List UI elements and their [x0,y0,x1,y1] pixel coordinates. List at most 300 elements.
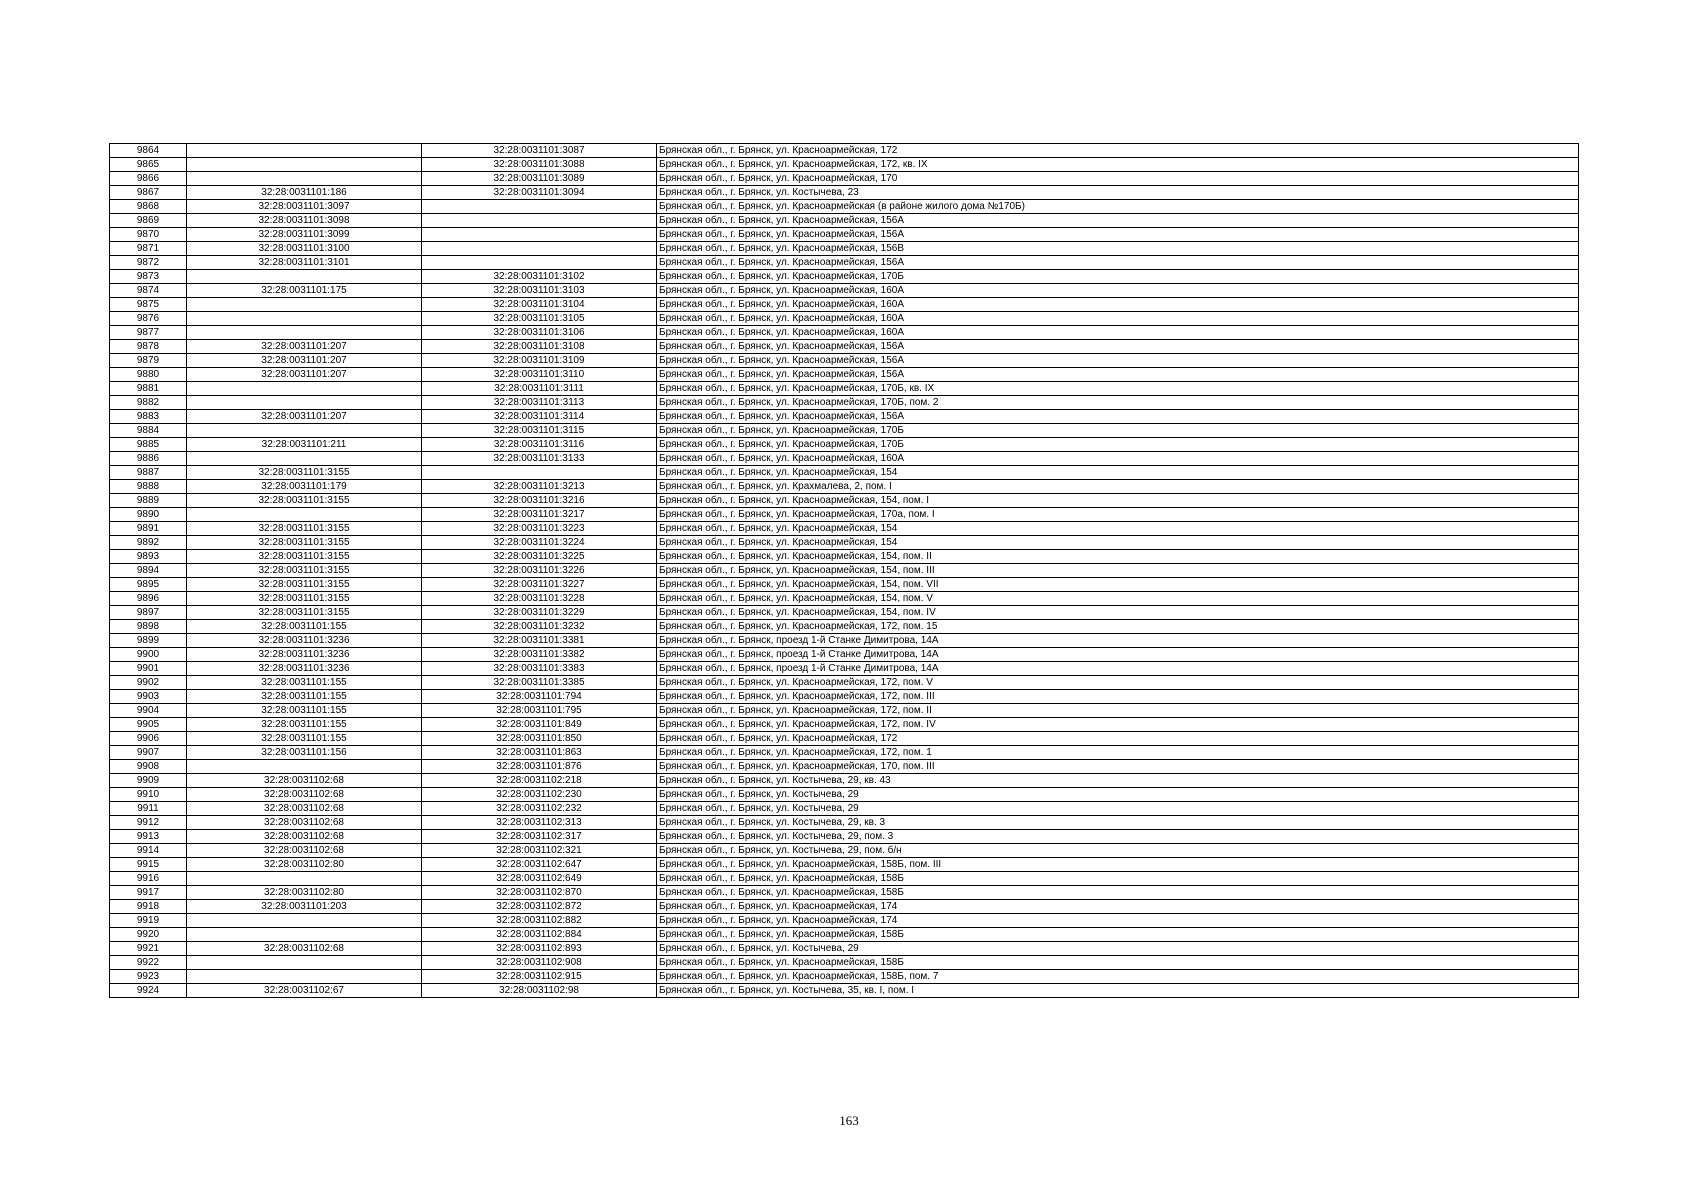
address-cell: Брянская обл., г. Брянск, ул. Красноармейская, 170 [657,172,1579,186]
address-cell: Брянская обл., г. Брянск, ул. Красноармейская, 156А [657,368,1579,382]
address-cell: Брянская обл., г. Брянск, ул. Красноармейская, 156А [657,214,1579,228]
address-cell: Брянская обл., г. Брянск, ул. Красноармейская (в районе жилого дома №170Б) [657,200,1579,214]
table-row [110,550,1579,564]
table-row [110,424,1579,438]
land-parcel-number-cell: 32:28:0031101:3155 [187,592,422,606]
row-number-cell: 9877 [110,326,187,340]
cadastral-number-cell: 32:28:0031101:3213 [422,480,657,494]
row-number-cell: 9899 [110,634,187,648]
cadastral-number-cell [422,466,657,480]
table-row [110,536,1579,550]
land-parcel-number-cell: 32:28:0031102:68 [187,942,422,956]
table-row [110,914,1579,928]
land-parcel-number-cell: 32:28:0031101:155 [187,676,422,690]
table-row [110,718,1579,732]
address-cell: Брянская обл., г. Брянск, ул. Красноармейская, 174 [657,900,1579,914]
land-parcel-number-cell: 32:28:0031101:155 [187,718,422,732]
table-row [110,284,1579,298]
address-cell: Брянская обл., г. Брянск, ул. Красноармейская, 158Б, пом. 7 [657,970,1579,984]
row-number-cell: 9893 [110,550,187,564]
table-row [110,340,1579,354]
cadastral-number-cell: 32:28:0031102:321 [422,844,657,858]
land-parcel-number-cell: 32:28:0031102:68 [187,844,422,858]
table-row [110,844,1579,858]
land-parcel-number-cell: 32:28:0031101:155 [187,620,422,634]
cadastral-number-cell: 32:28:0031102:893 [422,942,657,956]
table-row [110,928,1579,942]
land-parcel-number-cell: 32:28:0031101:3155 [187,550,422,564]
cadastral-number-cell: 32:28:0031101:3226 [422,564,657,578]
table-row [110,606,1579,620]
table-row [110,396,1579,410]
row-number-cell: 9907 [110,746,187,760]
address-cell: Брянская обл., г. Брянск, проезд 1-й Станке Димитрова, 14А [657,634,1579,648]
land-parcel-number-cell: 32:28:0031101:155 [187,704,422,718]
cadastral-number-cell: 32:28:0031101:849 [422,718,657,732]
row-number-cell: 9891 [110,522,187,536]
cadastral-number-cell: 32:28:0031101:3088 [422,158,657,172]
land-parcel-number-cell [187,382,422,396]
land-parcel-number-cell: 32:28:0031102:68 [187,830,422,844]
land-parcel-number-cell: 32:28:0031101:3099 [187,228,422,242]
cadastral-number-cell: 32:28:0031102:313 [422,816,657,830]
row-number-cell: 9885 [110,438,187,452]
registry-table [109,143,1579,998]
row-number-cell: 9886 [110,452,187,466]
land-parcel-number-cell [187,872,422,886]
table-row [110,690,1579,704]
address-cell: Брянская обл., г. Брянск, ул. Красноармейская, 154, пом. VII [657,578,1579,592]
row-number-cell: 9914 [110,844,187,858]
address-cell: Брянская обл., г. Брянск, ул. Красноармейская, 172, пом. IV [657,718,1579,732]
land-parcel-number-cell: 32:28:0031101:203 [187,900,422,914]
row-number-cell: 9913 [110,830,187,844]
address-cell: Брянская обл., г. Брянск, ул. Красноармейская, 160А [657,452,1579,466]
table-row [110,732,1579,746]
address-cell: Брянская обл., г. Брянск, ул. Красноармейская, 172, пом. 1 [657,746,1579,760]
cadastral-number-cell [422,242,657,256]
cadastral-number-cell [422,256,657,270]
land-parcel-number-cell [187,312,422,326]
row-number-cell: 9921 [110,942,187,956]
land-parcel-number-cell: 32:28:0031101:3097 [187,200,422,214]
table-row [110,956,1579,970]
address-cell: Брянская обл., г. Брянск, ул. Красноармейская, 172, пом. III [657,690,1579,704]
cadastral-number-cell: 32:28:0031101:3111 [422,382,657,396]
land-parcel-number-cell: 32:28:0031101:155 [187,690,422,704]
land-parcel-number-cell [187,452,422,466]
table-row [110,774,1579,788]
land-parcel-number-cell: 32:28:0031102:80 [187,858,422,872]
table-row [110,452,1579,466]
row-number-cell: 9915 [110,858,187,872]
table-row [110,368,1579,382]
table-row [110,522,1579,536]
cadastral-number-cell: 32:28:0031101:3108 [422,340,657,354]
cadastral-number-cell: 32:28:0031101:3113 [422,396,657,410]
table-row [110,172,1579,186]
cadastral-number-cell [422,228,657,242]
land-parcel-number-cell: 32:28:0031101:207 [187,368,422,382]
table-row [110,788,1579,802]
row-number-cell: 9875 [110,298,187,312]
land-parcel-number-cell [187,326,422,340]
table-row [110,508,1579,522]
land-parcel-number-cell: 32:28:0031101:175 [187,284,422,298]
row-number-cell: 9882 [110,396,187,410]
cadastral-number-cell: 32:28:0031101:3105 [422,312,657,326]
address-cell: Брянская обл., г. Брянск, ул. Красноармейская, 154 [657,536,1579,550]
row-number-cell: 9897 [110,606,187,620]
address-cell: Брянская обл., г. Брянск, ул. Красноармейская, 170Б, кв. IX [657,382,1579,396]
cadastral-number-cell [422,214,657,228]
cadastral-number-cell: 32:28:0031102:908 [422,956,657,970]
land-parcel-number-cell: 32:28:0031101:207 [187,340,422,354]
address-cell: Брянская обл., г. Брянск, ул. Красноармейская, 160А [657,284,1579,298]
row-number-cell: 9905 [110,718,187,732]
table-row [110,942,1579,956]
row-number-cell: 9878 [110,340,187,354]
cadastral-number-cell: 32:28:0031101:3087 [422,144,657,158]
address-cell: Брянская обл., г. Брянск, ул. Красноармейская, 170а, пом. I [657,508,1579,522]
address-cell: Брянская обл., г. Брянск, ул. Красноармейская, 154 [657,522,1579,536]
table-row [110,410,1579,424]
table-row [110,830,1579,844]
cadastral-number-cell: 32:28:0031102:98 [422,984,657,998]
row-number-cell: 9900 [110,648,187,662]
row-number-cell: 9912 [110,816,187,830]
land-parcel-number-cell: 32:28:0031101:3236 [187,662,422,676]
row-number-cell: 9874 [110,284,187,298]
cadastral-number-cell: 32:28:0031101:3385 [422,676,657,690]
cadastral-number-cell: 32:28:0031101:3102 [422,270,657,284]
cadastral-number-cell: 32:28:0031102:647 [422,858,657,872]
cadastral-number-cell: 32:28:0031101:863 [422,746,657,760]
land-parcel-number-cell: 32:28:0031101:186 [187,186,422,200]
address-cell: Брянская обл., г. Брянск, ул. Красноармейская, 158Б, пом. III [657,858,1579,872]
address-cell: Брянская обл., г. Брянск, ул. Красноармейская, 170Б [657,424,1579,438]
cadastral-number-cell: 32:28:0031101:3104 [422,298,657,312]
cadastral-number-cell: 32:28:0031101:3114 [422,410,657,424]
address-cell: Брянская обл., г. Брянск, ул. Красноармейская, 172, кв. IX [657,158,1579,172]
table-row [110,648,1579,662]
table-row [110,298,1579,312]
land-parcel-number-cell: 32:28:0031101:3098 [187,214,422,228]
address-cell: Брянская обл., г. Брянск, ул. Красноармейская, 170Б [657,270,1579,284]
table-row [110,704,1579,718]
land-parcel-number-cell [187,508,422,522]
address-cell: Брянская обл., г. Брянск, ул. Красноармейская, 170Б, пом. 2 [657,396,1579,410]
table-row [110,676,1579,690]
address-cell: Брянская обл., г. Брянск, ул. Красноармейская, 154, пом. I [657,494,1579,508]
row-number-cell: 9920 [110,928,187,942]
table-row [110,270,1579,284]
row-number-cell: 9888 [110,480,187,494]
land-parcel-number-cell: 32:28:0031101:207 [187,354,422,368]
cadastral-number-cell [422,200,657,214]
address-cell: Брянская обл., г. Брянск, ул. Красноармейская, 156А [657,228,1579,242]
row-number-cell: 9868 [110,200,187,214]
address-cell: Брянская обл., г. Брянск, ул. Красноармейская, 156А [657,256,1579,270]
cadastral-number-cell: 32:28:0031101:876 [422,760,657,774]
land-parcel-number-cell: 32:28:0031101:3100 [187,242,422,256]
cadastral-number-cell: 32:28:0031101:3381 [422,634,657,648]
cadastral-number-cell: 32:28:0031101:795 [422,704,657,718]
land-parcel-number-cell [187,928,422,942]
address-cell: Брянская обл., г. Брянск, ул. Красноармейская, 172, пом. II [657,704,1579,718]
row-number-cell: 9894 [110,564,187,578]
table-row [110,312,1579,326]
address-cell: Брянская обл., г. Брянск, ул. Красноармейская, 156А [657,410,1579,424]
cadastral-number-cell: 32:28:0031101:3089 [422,172,657,186]
cadastral-number-cell: 32:28:0031101:3228 [422,592,657,606]
cadastral-number-cell: 32:28:0031101:794 [422,690,657,704]
row-number-cell: 9924 [110,984,187,998]
row-number-cell: 9873 [110,270,187,284]
address-cell: Брянская обл., г. Брянск, ул. Красноармейская, 158Б [657,886,1579,900]
cadastral-number-cell: 32:28:0031102:872 [422,900,657,914]
table-row [110,970,1579,984]
cadastral-number-cell: 32:28:0031102:915 [422,970,657,984]
land-parcel-number-cell [187,970,422,984]
address-cell: Брянская обл., г. Брянск, ул. Красноармейская, 158Б [657,872,1579,886]
cadastral-number-cell: 32:28:0031102:317 [422,830,657,844]
land-parcel-number-cell [187,144,422,158]
address-cell: Брянская обл., г. Брянск, ул. Костычева, 29, пом. б/н [657,844,1579,858]
cadastral-number-cell: 32:28:0031102:649 [422,872,657,886]
address-cell: Брянская обл., г. Брянск, ул. Красноармейская, 156А [657,340,1579,354]
row-number-cell: 9922 [110,956,187,970]
table-row [110,242,1579,256]
land-parcel-number-cell [187,298,422,312]
table-row [110,578,1579,592]
cadastral-number-cell: 32:28:0031102:884 [422,928,657,942]
land-parcel-number-cell: 32:28:0031101:3236 [187,648,422,662]
address-cell: Брянская обл., г. Брянск, ул. Костычева, 29, кв. 3 [657,816,1579,830]
address-cell: Брянская обл., г. Брянск, ул. Костычева, 29 [657,942,1579,956]
land-parcel-number-cell [187,760,422,774]
address-cell: Брянская обл., г. Брянск, ул. Красноармейская, 154 [657,466,1579,480]
land-parcel-number-cell: 32:28:0031101:3155 [187,578,422,592]
table-row [110,760,1579,774]
cadastral-number-cell: 32:28:0031101:3224 [422,536,657,550]
cadastral-number-cell: 32:28:0031101:3116 [422,438,657,452]
address-cell: Брянская обл., г. Брянск, ул. Костычева, 23 [657,186,1579,200]
table-row [110,144,1579,158]
address-cell: Брянская обл., г. Брянск, ул. Красноармейская, 154, пом. III [657,564,1579,578]
address-cell: Брянская обл., г. Брянск, ул. Крахмалева, 2, пом. I [657,480,1579,494]
land-parcel-number-cell: 32:28:0031101:3236 [187,634,422,648]
page-number: 163 [839,1113,859,1128]
row-number-cell: 9887 [110,466,187,480]
cadastral-number-cell: 32:28:0031101:3227 [422,578,657,592]
row-number-cell: 9898 [110,620,187,634]
cadastral-number-cell: 32:28:0031101:3216 [422,494,657,508]
row-number-cell: 9923 [110,970,187,984]
table-row [110,228,1579,242]
address-cell: Брянская обл., г. Брянск, ул. Красноармейская, 160А [657,312,1579,326]
cadastral-number-cell: 32:28:0031101:3115 [422,424,657,438]
cadastral-number-cell: 32:28:0031102:882 [422,914,657,928]
row-number-cell: 9911 [110,802,187,816]
table-row [110,620,1579,634]
cadastral-number-cell: 32:28:0031101:3229 [422,606,657,620]
registry-table-body [110,144,1579,998]
table-row [110,438,1579,452]
land-parcel-number-cell: 32:28:0031102:68 [187,788,422,802]
table-row [110,354,1579,368]
address-cell: Брянская обл., г. Брянск, ул. Костычева, 35, кв. I, пом. I [657,984,1579,998]
row-number-cell: 9881 [110,382,187,396]
table-row [110,256,1579,270]
row-number-cell: 9903 [110,690,187,704]
table-row [110,886,1579,900]
address-cell: Брянская обл., г. Брянск, ул. Костычева, 29, пом. 3 [657,830,1579,844]
row-number-cell: 9883 [110,410,187,424]
cadastral-number-cell: 32:28:0031102:870 [422,886,657,900]
address-cell: Брянская обл., г. Брянск, ул. Красноармейская, 160А [657,298,1579,312]
cadastral-number-cell: 32:28:0031101:3383 [422,662,657,676]
table-row [110,662,1579,676]
registry-table-container [109,143,1578,998]
cadastral-number-cell: 32:28:0031101:3103 [422,284,657,298]
address-cell: Брянская обл., г. Брянск, ул. Красноармейская, 172, пом. V [657,676,1579,690]
table-row [110,480,1579,494]
row-number-cell: 9865 [110,158,187,172]
row-number-cell: 9864 [110,144,187,158]
address-cell: Брянская обл., г. Брянск, ул. Красноармейская, 154, пом. V [657,592,1579,606]
row-number-cell: 9901 [110,662,187,676]
land-parcel-number-cell [187,396,422,410]
table-row [110,900,1579,914]
table-row [110,466,1579,480]
land-parcel-number-cell: 32:28:0031101:3155 [187,564,422,578]
land-parcel-number-cell [187,956,422,970]
land-parcel-number-cell: 32:28:0031102:80 [187,886,422,900]
cadastral-number-cell: 32:28:0031101:3223 [422,522,657,536]
land-parcel-number-cell [187,424,422,438]
cadastral-number-cell: 32:28:0031102:232 [422,802,657,816]
land-parcel-number-cell: 32:28:0031101:211 [187,438,422,452]
row-number-cell: 9906 [110,732,187,746]
land-parcel-number-cell: 32:28:0031101:3155 [187,536,422,550]
cadastral-number-cell: 32:28:0031101:3225 [422,550,657,564]
cadastral-number-cell: 32:28:0031101:850 [422,732,657,746]
row-number-cell: 9876 [110,312,187,326]
cadastral-number-cell: 32:28:0031101:3382 [422,648,657,662]
row-number-cell: 9892 [110,536,187,550]
row-number-cell: 9902 [110,676,187,690]
address-cell: Брянская обл., г. Брянск, ул. Красноармейская, 172, пом. 15 [657,620,1579,634]
cadastral-number-cell: 32:28:0031101:3110 [422,368,657,382]
row-number-cell: 9869 [110,214,187,228]
row-number-cell: 9919 [110,914,187,928]
land-parcel-number-cell [187,914,422,928]
table-row [110,746,1579,760]
row-number-cell: 9908 [110,760,187,774]
cadastral-number-cell: 32:28:0031102:218 [422,774,657,788]
table-row [110,186,1579,200]
row-number-cell: 9872 [110,256,187,270]
cadastral-number-cell: 32:28:0031101:3232 [422,620,657,634]
address-cell: Брянская обл., г. Брянск, ул. Красноармейская, 154, пом. II [657,550,1579,564]
land-parcel-number-cell: 32:28:0031101:156 [187,746,422,760]
address-cell: Брянская обл., г. Брянск, ул. Красноармейская, 160А [657,326,1579,340]
address-cell: Брянская обл., г. Брянск, ул. Красноармейская, 174 [657,914,1579,928]
land-parcel-number-cell: 32:28:0031101:3155 [187,494,422,508]
address-cell: Брянская обл., г. Брянск, проезд 1-й Станке Димитрова, 14А [657,648,1579,662]
row-number-cell: 9880 [110,368,187,382]
land-parcel-number-cell [187,172,422,186]
row-number-cell: 9884 [110,424,187,438]
land-parcel-number-cell: 32:28:0031101:3155 [187,606,422,620]
address-cell: Брянская обл., г. Брянск, ул. Костычева, 29 [657,788,1579,802]
table-row [110,200,1579,214]
land-parcel-number-cell [187,270,422,284]
cadastral-number-cell: 32:28:0031101:3133 [422,452,657,466]
address-cell: Брянская обл., г. Брянск, ул. Красноармейская, 170, пом. III [657,760,1579,774]
row-number-cell: 9909 [110,774,187,788]
address-cell: Брянская обл., г. Брянск, ул. Костычева, 29, кв. 43 [657,774,1579,788]
row-number-cell: 9917 [110,886,187,900]
table-row [110,984,1579,998]
row-number-cell: 9896 [110,592,187,606]
table-row [110,326,1579,340]
row-number-cell: 9866 [110,172,187,186]
table-row [110,564,1579,578]
address-cell: Брянская обл., г. Брянск, проезд 1-й Станке Димитрова, 14А [657,662,1579,676]
table-row [110,214,1579,228]
table-row [110,858,1579,872]
row-number-cell: 9879 [110,354,187,368]
row-number-cell: 9867 [110,186,187,200]
row-number-cell: 9904 [110,704,187,718]
address-cell: Брянская обл., г. Брянск, ул. Красноармейская, 156В [657,242,1579,256]
cadastral-number-cell: 32:28:0031101:3106 [422,326,657,340]
row-number-cell: 9889 [110,494,187,508]
cadastral-number-cell: 32:28:0031101:3217 [422,508,657,522]
row-number-cell: 9916 [110,872,187,886]
land-parcel-number-cell: 32:28:0031102:68 [187,802,422,816]
address-cell: Брянская обл., г. Брянск, ул. Красноармейская, 158Б [657,956,1579,970]
table-row [110,592,1579,606]
table-row [110,872,1579,886]
address-cell: Брянская обл., г. Брянск, ул. Красноармейская, 156А [657,354,1579,368]
land-parcel-number-cell: 32:28:0031101:3155 [187,522,422,536]
table-row [110,158,1579,172]
land-parcel-number-cell: 32:28:0031101:155 [187,732,422,746]
address-cell: Брянская обл., г. Брянск, ул. Красноармейская, 170Б [657,438,1579,452]
land-parcel-number-cell: 32:28:0031102:67 [187,984,422,998]
address-cell: Брянская обл., г. Брянск, ул. Костычева, 29 [657,802,1579,816]
land-parcel-number-cell: 32:28:0031102:68 [187,816,422,830]
land-parcel-number-cell: 32:28:0031102:68 [187,774,422,788]
address-cell: Брянская обл., г. Брянск, ул. Красноармейская, 172 [657,144,1579,158]
cadastral-number-cell: 32:28:0031101:3109 [422,354,657,368]
address-cell: Брянская обл., г. Брянск, ул. Красноармейская, 154, пом. IV [657,606,1579,620]
row-number-cell: 9870 [110,228,187,242]
address-cell: Брянская обл., г. Брянск, ул. Красноармейская, 172 [657,732,1579,746]
table-row [110,494,1579,508]
land-parcel-number-cell [187,158,422,172]
row-number-cell: 9910 [110,788,187,802]
land-parcel-number-cell: 32:28:0031101:207 [187,410,422,424]
address-cell: Брянская обл., г. Брянск, ул. Красноармейская, 158Б [657,928,1579,942]
land-parcel-number-cell: 32:28:0031101:3101 [187,256,422,270]
land-parcel-number-cell: 32:28:0031101:3155 [187,466,422,480]
row-number-cell: 9918 [110,900,187,914]
land-parcel-number-cell: 32:28:0031101:179 [187,480,422,494]
